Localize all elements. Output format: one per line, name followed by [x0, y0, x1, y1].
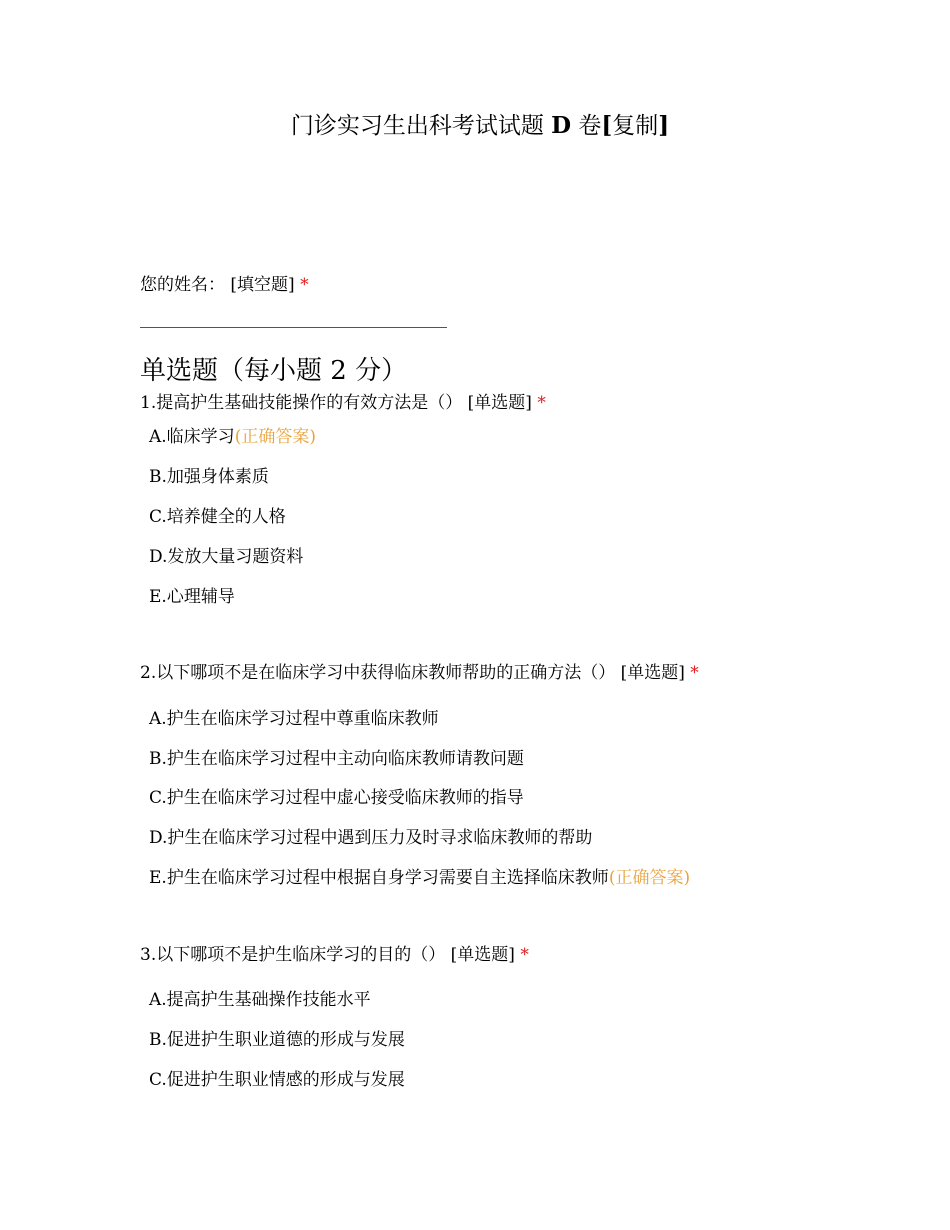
question-2	[140, 662, 699, 684]
required-mark: *	[300, 275, 309, 295]
question-text: 3.以下哪项不是护生临床学习的目的（）	[140, 945, 446, 965]
question-3-option-a[interactable]	[149, 989, 371, 1011]
title-paper-letter: D	[551, 112, 572, 139]
name-label: 您的姓名：	[140, 275, 225, 295]
question-type-badge: [填空题]	[230, 275, 295, 295]
question-2-option-d[interactable]	[149, 827, 592, 849]
option-label: C.护生在临床学习过程中虚心接受临床教师的指导	[149, 788, 524, 808]
question-2-option-a[interactable]	[149, 708, 439, 730]
correct-answer-tag: (正确答案)	[608, 868, 691, 888]
option-label: A.护生在临床学习过程中尊重临床教师	[149, 709, 439, 729]
option-label: E.心理辅导	[149, 587, 235, 607]
option-label: D.发放大量习题资料	[149, 547, 304, 567]
question-1-option-b[interactable]	[149, 466, 269, 488]
question-1-option-a[interactable]	[149, 426, 316, 448]
question-1-option-e[interactable]	[149, 586, 235, 608]
question-type-badge: [单选题]	[467, 393, 532, 413]
question-3	[140, 944, 529, 966]
question-type-badge: [单选题]	[620, 663, 685, 683]
question-2-option-e[interactable]	[149, 867, 690, 889]
section-heading: 单选题（每小题 2 分）	[140, 356, 408, 386]
option-label: B.护生在临床学习过程中主动向临床教师请教问题	[149, 749, 524, 769]
name-answer-line[interactable]	[140, 327, 447, 328]
question-text: 2.以下哪项不是在临床学习中获得临床教师帮助的正确方法（）	[140, 663, 616, 683]
question-1	[140, 392, 546, 414]
option-label: B.促进护生职业道德的形成与发展	[149, 1030, 405, 1050]
option-label: B.加强身体素质	[149, 467, 269, 487]
option-label: D.护生在临床学习过程中遇到压力及时寻求临床教师的帮助	[149, 828, 593, 848]
required-mark: *	[690, 663, 699, 683]
required-mark: *	[537, 393, 546, 413]
question-2-option-c[interactable]	[149, 787, 524, 809]
title-paper-suffix: 卷	[578, 113, 602, 139]
question-1-option-c[interactable]	[149, 506, 286, 528]
question-3-option-c[interactable]	[149, 1069, 405, 1091]
question-type-badge: [单选题]	[450, 945, 515, 965]
title-bracket-open: [	[601, 112, 613, 139]
title-bracket-close: ]	[658, 112, 670, 139]
title-copy-tag: 复制	[612, 113, 659, 139]
option-label: A.临床学习	[149, 427, 235, 447]
question-1-option-d[interactable]	[149, 546, 303, 568]
option-label: A.提高护生基础操作技能水平	[149, 990, 371, 1010]
required-mark: *	[520, 945, 529, 965]
question-2-option-b[interactable]	[149, 748, 524, 770]
name-question	[140, 274, 309, 296]
option-label: C.促进护生职业情感的形成与发展	[149, 1070, 405, 1090]
question-text: 1.提高护生基础技能操作的有效方法是（）	[140, 393, 463, 413]
correct-answer-tag: (正确答案)	[234, 427, 316, 447]
option-label: C.培养健全的人格	[149, 507, 286, 527]
title-text: 门诊实习生出科考试试题	[290, 113, 544, 139]
document-title	[0, 112, 950, 140]
question-3-option-b[interactable]	[149, 1029, 405, 1051]
option-label: E.护生在临床学习过程中根据自身学习需要自主选择临床教师	[149, 868, 609, 888]
